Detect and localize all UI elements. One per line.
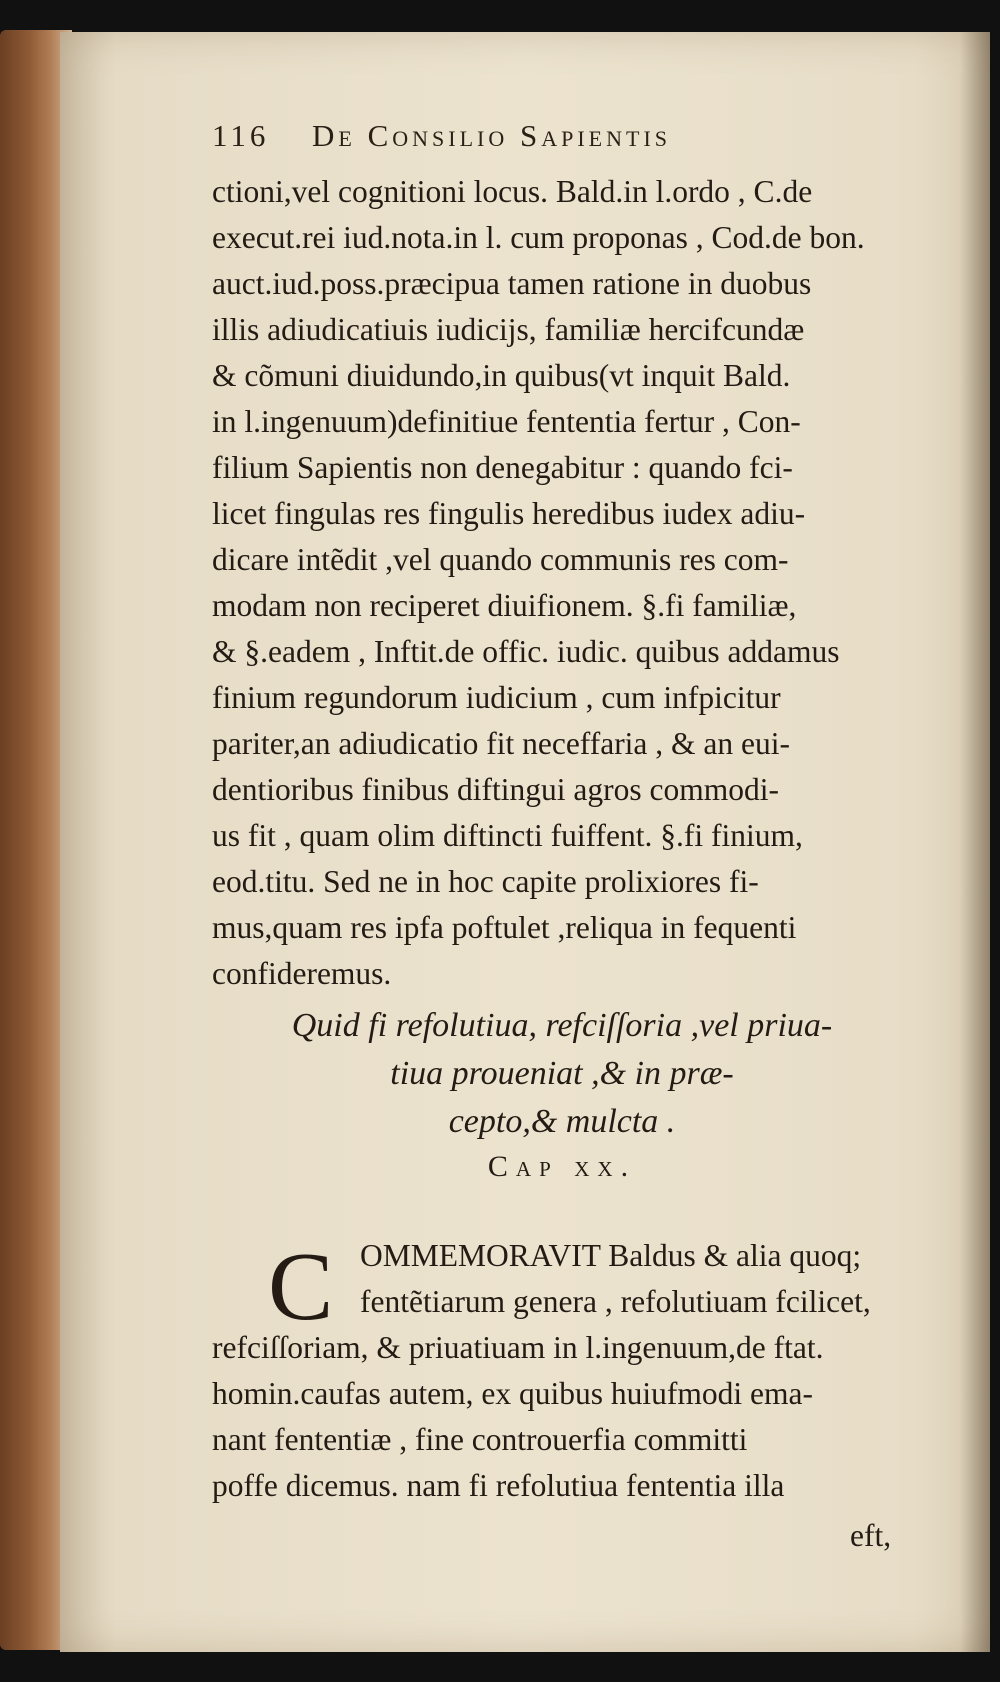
body-line: poffe dicemus. nam fi refolutiua fententia illa bbox=[212, 1468, 785, 1503]
body-line: auct.iud.poss.præcipua tamen ratione in duobus bbox=[212, 266, 812, 301]
body-line: fentẽtiarum genera , refolutiuam fcilicet, bbox=[360, 1284, 871, 1319]
body-line: refciſſoriam, & priuatiuam in l.ingenuum,de ftat. bbox=[212, 1330, 824, 1365]
chapter-heading-line: Quid fi refolutiua, refciſſoria ,vel priua- bbox=[291, 1007, 833, 1044]
chapter-heading-line: cepto,& mulcta . bbox=[448, 1103, 676, 1140]
running-title: De Consilio Sapientis bbox=[312, 118, 672, 153]
body-line: nant fententiæ , fine controuerfia committi bbox=[212, 1422, 748, 1457]
body-line: licet fingulas res fingulis heredibus iudex adiu- bbox=[212, 496, 806, 531]
body-line: illis adiudicatiuis iudicijs, familiæ hercifcundæ bbox=[212, 312, 805, 347]
body-line: eod.titu. Sed ne in hoc capite prolixiores fi- bbox=[212, 864, 759, 899]
body-line: in l.ingenuum)definitiue fententia fertur , Con- bbox=[212, 404, 801, 439]
body-line: ctioni,vel cognitioni locus. Bald.in l.ordo , C.de bbox=[212, 174, 813, 209]
body-line: dicare intẽdit ,vel quando communis res com- bbox=[212, 542, 789, 577]
spine-shadow bbox=[960, 32, 990, 1652]
drop-cap: C bbox=[268, 1233, 334, 1341]
chapter-number: Cap xx. bbox=[487, 1150, 637, 1183]
body-line: homin.caufas autem, ex quibus huiufmodi ema- bbox=[212, 1376, 813, 1411]
body-line: & cõmuni diuidundo,in quibus(vt inquit Bald. bbox=[212, 358, 791, 393]
body-line: mus,quam res ipfa poftulet ,reliqua in fequenti bbox=[212, 910, 797, 945]
chapter-heading-line: tiua proueniat ,& in præ- bbox=[390, 1055, 734, 1092]
running-header bbox=[212, 118, 902, 164]
body-line: OMMEMORAVIT Baldus & alia quoq; bbox=[360, 1238, 862, 1273]
body-line: us fit , quam olim diftincti fuiffent. §.fi finium, bbox=[212, 818, 803, 853]
body-line: & §.eadem , Inftit.de offic. iudic. quibus addamus bbox=[212, 634, 840, 669]
body-line: finium regundorum iudicium , cum infpicitur bbox=[212, 680, 781, 715]
body-line: modam non reciperet diuifionem. §.fi familiæ, bbox=[212, 588, 797, 623]
body-line: filium Sapientis non denegabitur : quando fci- bbox=[212, 450, 793, 485]
page-number: 116 bbox=[212, 118, 270, 153]
body-line: pariter,an adiudicatio fit neceffaria , & an eui- bbox=[212, 726, 790, 761]
catchword: eft, bbox=[850, 1518, 892, 1553]
body-line: execut.rei iud.nota.in l. cum proponas , Cod.de bon. bbox=[212, 220, 865, 255]
body-line: confideremus. bbox=[212, 956, 392, 991]
body-line: dentioribus finibus diftingui agros commodi- bbox=[212, 772, 779, 807]
